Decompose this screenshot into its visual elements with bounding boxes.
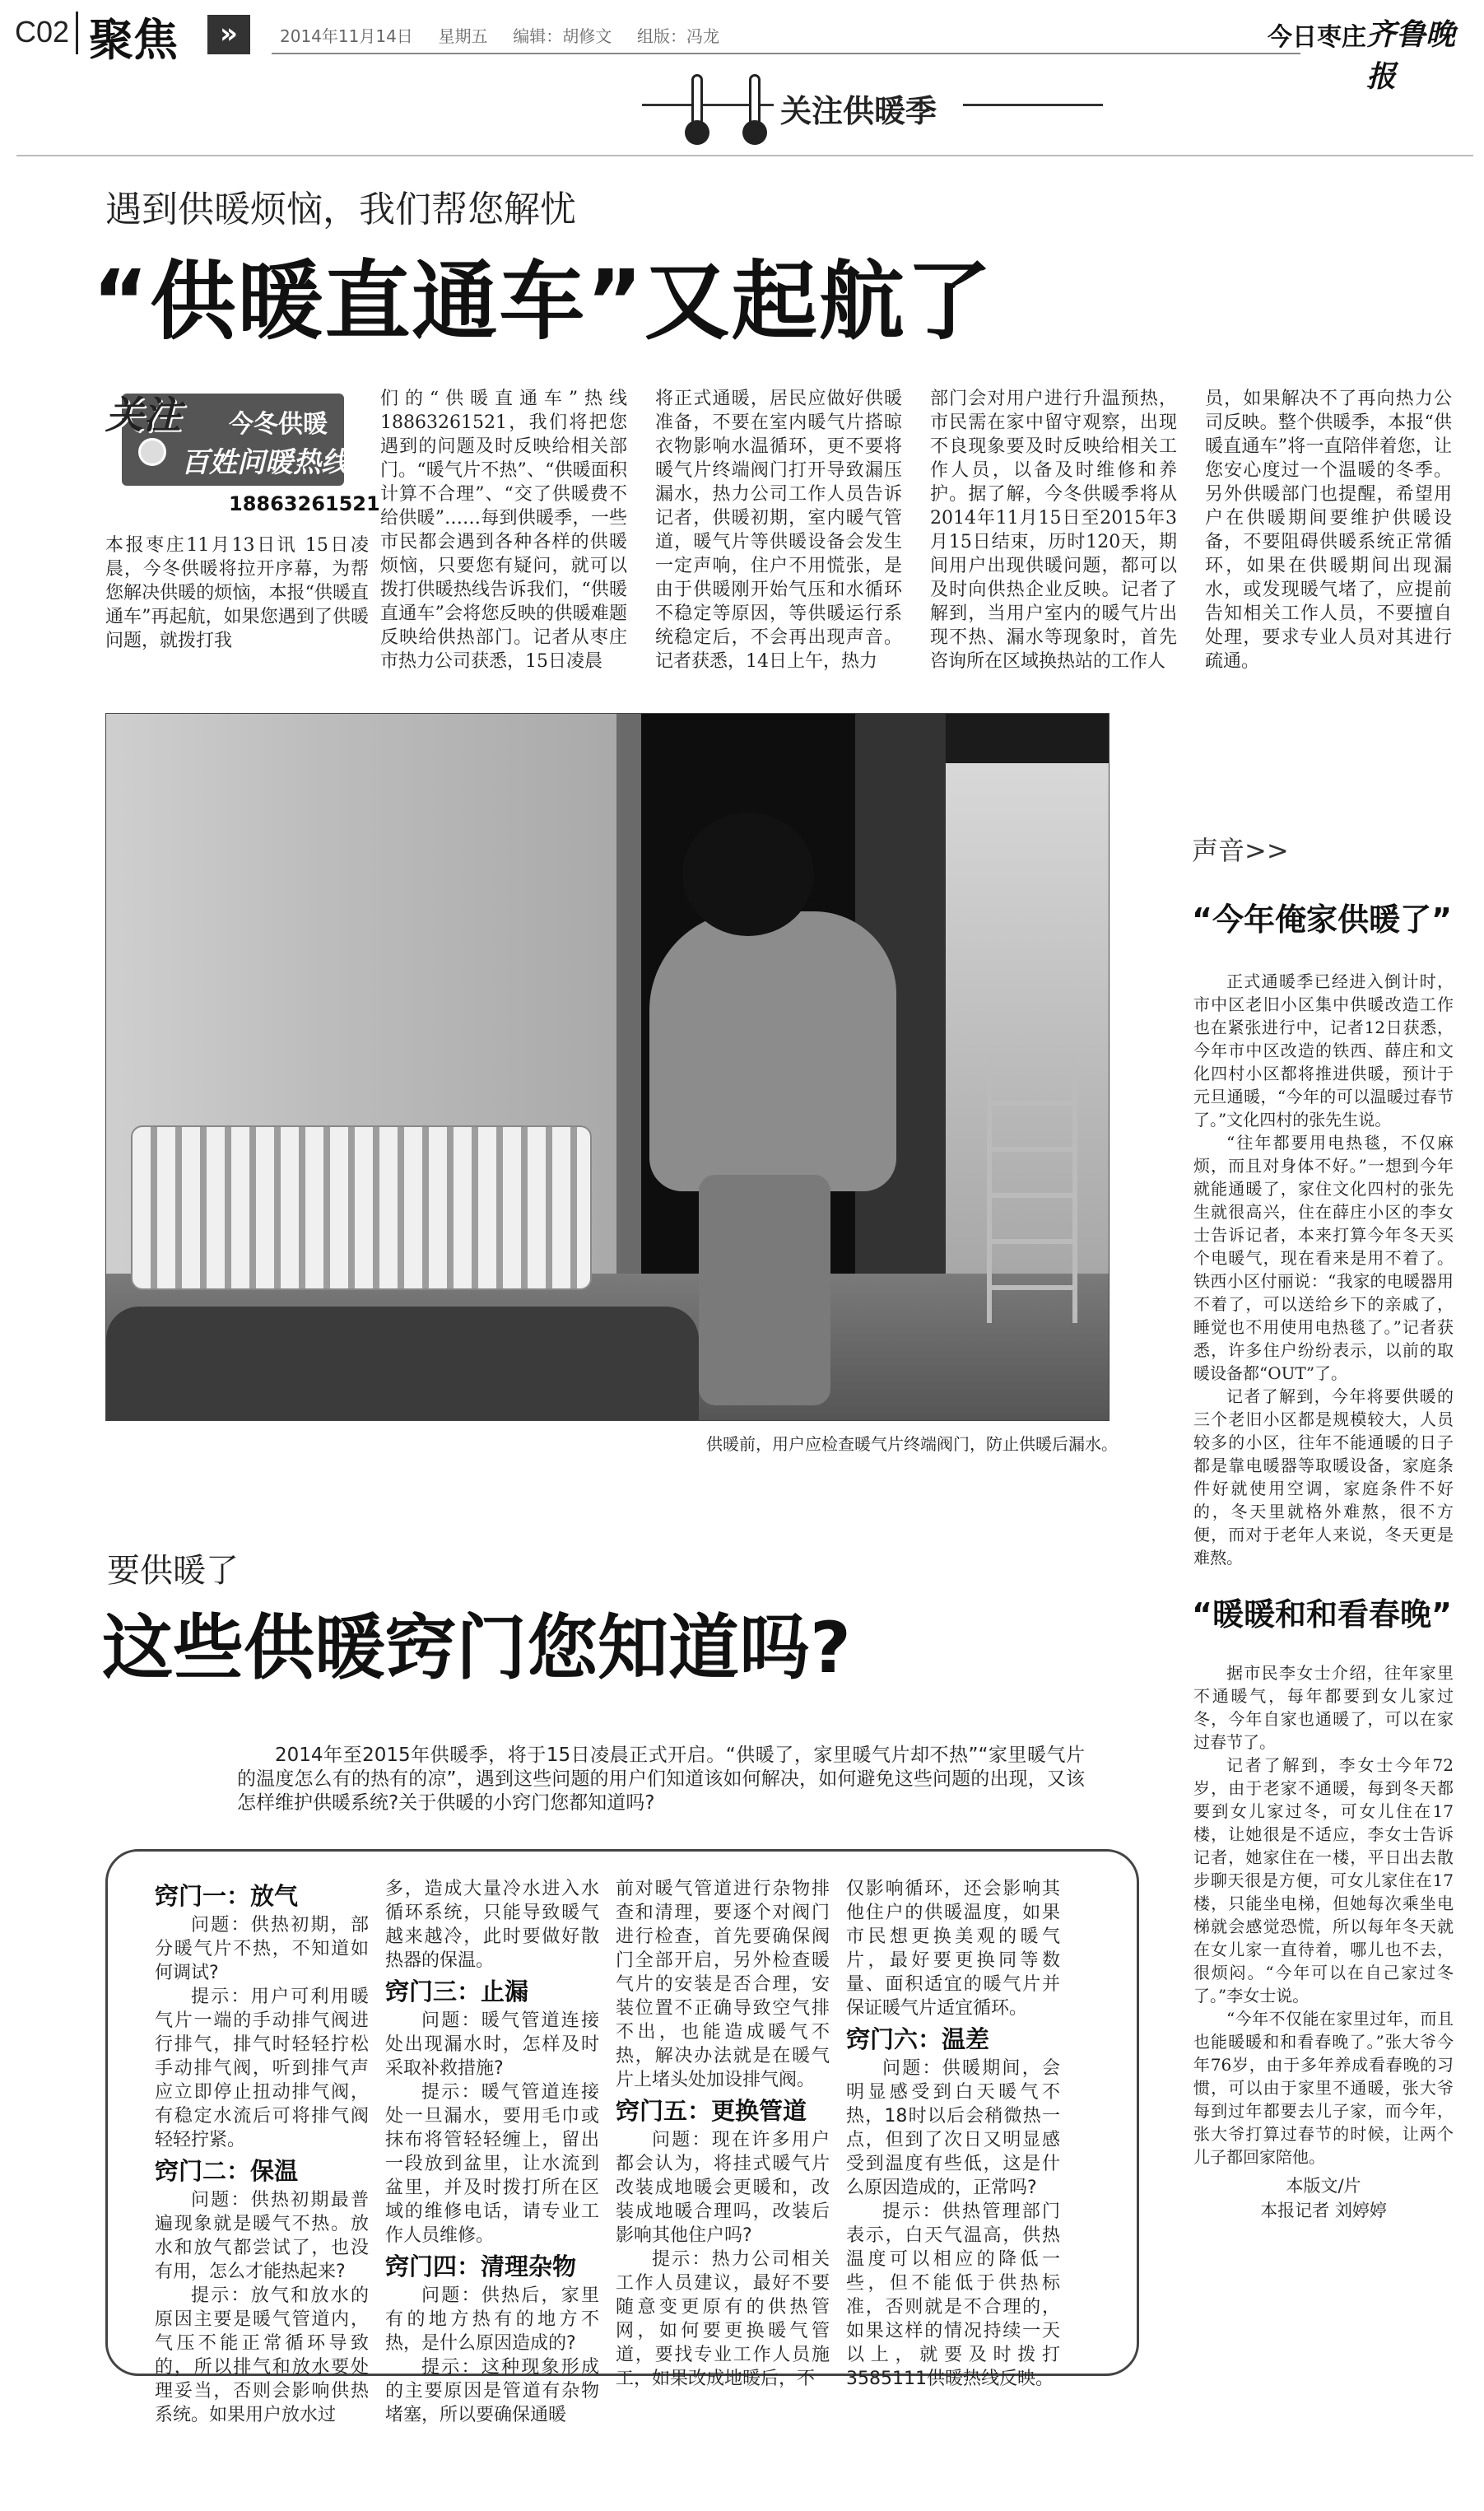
tip-question: 问题：供热初期最普遍现象就是暖气不热。放水和放气都尝试了，也没有用，怎么才能热起来? xyxy=(155,2190,369,2282)
header-rule xyxy=(272,53,1300,54)
tip-heading-3: 窍门三：止漏 xyxy=(385,1978,529,2006)
layout-credit: 组版：冯龙 xyxy=(636,26,719,46)
tip-continuation: 前对暖气管道进行杂物排查和清理，要逐个对阀门进行检查，首先要确保阀门全部开启，另外检查暖气片的安装是否合理，安装位置不正确导致空气排不出，也能造成暖气不热，解决办法就是在暖气片上堵头处加设排气阀。 xyxy=(616,1879,830,2090)
thermometer-bulb xyxy=(742,120,767,145)
hotline-box xyxy=(105,385,380,525)
tip-heading-1: 窍门一：放气 xyxy=(155,1882,299,1910)
editor-credit: 编辑：胡修文 xyxy=(513,26,612,46)
photo-sofa xyxy=(106,1307,699,1421)
article1-col5: 员，如果解决不了再向热力公司反映。整个供暖季，本报“供暖直通车”将一直陪伴着您，让您安心度过一个温暖的冬季。另外供暖部门也提醒，希望用户在供暖期间要维护供暖设备，不要阻碍供暖系统正常循环，如果在供暖期间出现漏水，或发现暖气堵了，应提前告知相关工作人员，不要擅自处理，要求专业人员对其进行疏通。 xyxy=(1205,389,1452,672)
masthead xyxy=(0,0,1484,94)
header-divider xyxy=(76,12,78,54)
tip-continuation: 多，造成大量冷水进入水循环系统，只能导致暖气越来越冷，此时要做好散热器的保温。 xyxy=(385,1879,599,1971)
article1-col3: 将正式通暖，居民应做好供暖准备，不要在室内暖气片搭晾衣物影响水温循环，更不要将暖气片终端阀门打开导致漏压漏水，热力公司工作人员告诉记者，供暖初期，室内暖气管道，暖气片等供暖设备会发生一定声响，住户不用慌张，是由于供暖刚开始气压和水循环不稳定等原因，等供暖运行系统稳定后，不会再出现声音。记者获悉，14日上午，热力 xyxy=(655,389,902,672)
sidebar-byline xyxy=(1193,2173,1454,2223)
newspaper-logo: 齐鲁晚报 xyxy=(1366,17,1456,94)
column-logo xyxy=(642,72,1103,147)
tip-answer: 提示：热力公司相关工作人员建议，最好不要随意变更原有的供热管网，如何要更换暖气管道，要找专业工作人员施工，如果改成地暖后，不 xyxy=(616,2249,830,2389)
page-code: C02 xyxy=(15,15,70,49)
sun-icon xyxy=(138,438,166,466)
tip-question: 问题：供暖期间，会明显感受到白天暖气不热，18时以后会稍微热一点，但到了次日又明显感受到温度有些低，这是什么原因造成的，正常吗? xyxy=(846,2058,1060,2198)
tip-answer: 提示：暖气管道连接处一旦漏水，要用毛巾或抹布将管轻轻缠上，留出一段放到盆里，让水流到盆里，并及时拨打所在区域的维修电话，请专业工作人员维修。 xyxy=(385,2082,599,2246)
sidebar-paragraph: 据市民李女士介绍，往年家里不通暖气，每年都要到女儿家过冬，今年自家也通暖了，可以在家过春节了。 xyxy=(1193,1663,1454,1752)
tip-answer: 提示：这种现象形成的主要原因是管道有杂物堵塞，所以要确保通暖 xyxy=(385,2357,599,2425)
tips-col4 xyxy=(846,1877,1060,2391)
sidebar-body-2 xyxy=(1193,1661,1454,2169)
tip-continuation: 仅影响循环，还会影响其他住户的供暖温度，如果市民想更换美观的暖气片，最好要更换同等数量、面积适宜的暖气片并保证暖气片适宜循环。 xyxy=(846,1879,1060,2019)
radiator xyxy=(131,1125,592,1290)
tip-heading-2: 窍门二：保温 xyxy=(155,2157,299,2185)
hotline-label-focus: 关注 xyxy=(105,393,181,437)
tip-question: 问题：供热后，家里有的地方热有的地方不热，是什么原因造成的? xyxy=(385,2285,599,2354)
article1-subtitle: 遇到供暖烦恼，我们帮您解忧 xyxy=(105,189,576,231)
sidebar-paragraph: 正式通暖季已经进入倒计时，市中区老旧小区集中供暖改造工作也在紧张进行中，记者12日获悉，今年市中区改造的铁西、薛庄和文化四村小区都将推进供暖，预计于元旦通暖，“今年的可以温暖过春节了。”文化四村的张先生说。 xyxy=(1193,971,1454,1130)
article1-col2: 们的“供暖直通车”热线18863261521，我们将把您遇到的问题及时反映给相关部门。“暖气片不热”、“供暖面积计算不合理”、“交了供暖费不给供暖”……每到供暖季，一些市民都会遇到各种各样的供暖烦恼，只要您有疑问，就可以拨打供暖热线告诉我们，“供暖直通车”会将您反映的供暖难题反映给供热部门。记者从枣庄市热力公司获悉，15日凌晨 xyxy=(380,389,627,672)
sidebar-label: 声音>> xyxy=(1192,835,1289,866)
article2-intro: 2014年至2015年供暖季，将于15日凌晨正式开启。“供暖了，家里暖气片却不热”“家里暖气片的温度怎么有的热有的凉”，遇到这些问题的用户们知道该如何解决，如何避免这些问题的出现，又该怎样维护供暖系统?关于供暖的小窍门您都知道吗? xyxy=(237,1745,1085,1814)
byline-text: 本版文/片 xyxy=(1286,2176,1361,2196)
article1-title: “供暖直通车”又起航了 xyxy=(92,251,993,352)
photo-person-body xyxy=(649,911,896,1191)
sidebar-paragraph: 记者了解到，李女士今年72岁，由于老家不通暖，每到冬天都要到女儿家过冬，可女儿住在17楼，让她很是不适应，李女士告诉记者，她家住在一楼，平日出去散步聊天很是方便，可女儿家住在17楼，只能坐电梯，但她每次乘坐电梯就会感觉恐慌，所以每年冬天就在女儿家一直待着，哪儿也不去，很烦闷。“今年可以在自己家过冬了。”李女士说。 xyxy=(1193,1755,1454,2006)
section-title: 聚焦 xyxy=(89,14,178,66)
tip-answer: 提示：放气和放水的原因主要是暖气管道内，气压不能正常循环导致的，所以排气和放水要处理妥当，否则会影响供热系统。如果用户放水过 xyxy=(155,2285,369,2425)
article1-col1: 本报枣庄11月13日讯 15日凌晨，今冬供暖将拉开序幕，为帮您解决供暖的烦恼，本报“供暖直通车”再起航，如果您遇到了供暖问题，就拨打我 xyxy=(105,535,369,651)
tip-heading-4: 窍门四：清理杂物 xyxy=(385,2252,577,2280)
double-chevron-icon: » xyxy=(207,15,250,54)
tip-question: 问题：现在许多用户都会认为，将挂式暖气片改装成地暖会更暖和，改装成地暖合理吗，改装后影响其他住户吗? xyxy=(616,2130,830,2246)
news-photo xyxy=(105,713,1110,1421)
sidebar-title-1: “今年俺家供暖了” xyxy=(1192,901,1452,938)
sidebar-title-2: “暖暖和和看春晚” xyxy=(1192,1596,1452,1633)
photo-person-head xyxy=(682,813,814,936)
tips-col3 xyxy=(616,1877,830,2391)
issue-weekday: 星期五 xyxy=(438,26,488,46)
hotline-label-winter: 今冬供暖 xyxy=(229,410,328,439)
photo-caption: 供暖前，用户应检查暖气片终端阀门，防止供暖后漏水。 xyxy=(706,1434,1118,1454)
header-meta xyxy=(280,23,719,47)
article2-title: 这些供暖窍门您知道吗? xyxy=(102,1607,851,1689)
hotline-label-title: 百姓问暖热线 xyxy=(181,446,349,479)
tip-heading-5: 窍门五：更换管道 xyxy=(616,2097,807,2125)
article1-col4: 部门会对用户进行升温预热，市民需在家中留守观察，出现不良现象要及时反映给相关工作人员，以备及时维修和养护。据了解，今冬供暖季将从2014年11月15日至2015年3月15日结束，历时120天，期间用户出现供暖问题，都可以及时向供热企业反映。记者了解到，当用户室内的暖气片出现不热、漏水等现象时，首先咨询所在区域换热站的工作人 xyxy=(930,389,1177,672)
photo-person-legs xyxy=(699,1175,830,1405)
thermometer-bulb xyxy=(685,120,709,145)
sidebar-paragraph: 记者了解到，今年将要供暖的三个老旧小区都是规模较大，人员较多的小区，往年不能通暖的日子都是靠电暖器等取暖设备，家庭条件好就使用空调，家庭条件不好的，冬天里就格外难熬，很不方便，而对于老年人来说，冬天更是难熬。 xyxy=(1193,1386,1454,1568)
tip-question: 问题：暖气管道连接处出现漏水时，怎样及时采取补救措施? xyxy=(385,2010,599,2079)
byline-reporter: 本报记者 刘婷婷 xyxy=(1260,2201,1387,2220)
issue-date: 2014年11月14日 xyxy=(280,26,413,46)
tips-col2 xyxy=(385,1877,599,2427)
sidebar-paragraph: “今年不仅能在家里过年，而且也能暖暖和和看春晚了。”张大爷今年76岁，由于多年养成看春晚的习惯，可以由于家里不通暖，张大爷每到过年都要去儿子家，而今年，张大爷打算过春节的时候，让两个儿子都回家陪他。 xyxy=(1193,2009,1454,2167)
tip-answer: 提示：供热管理部门表示，白天气温高，供热温度可以相应的降低一些，但不能低于供热标准，否则就是不合理的，如果这样的情况持续一天以上，就要及时拨打3585111供暖热线反映。 xyxy=(846,2201,1060,2389)
tip-heading-6: 窍门六：温差 xyxy=(846,2025,990,2053)
hotline-phone: 18863261521 xyxy=(229,492,380,515)
sidebar-body-1 xyxy=(1193,970,1454,1569)
photo-ladder xyxy=(987,1060,1077,1323)
brand-city: 今日枣庄 xyxy=(1268,23,1366,52)
sidebar-paragraph: “往年都要用电热毯，不仅麻烦，而且对身体不好。”一想到今年就能通暖了，家住文化四村的张先生就很高兴，住在薛庄小区的李女士告诉记者，本来打算今年冬天买个电暖气，现在看来是用不着了。铁西小区付丽说：“我家的电暖器用不着了，可以送给乡下的亲戚了，睡觉也不用使用电热毯了。”记者获悉，许多住户纷纷表示，以前的取暖设备都“OUT”了。 xyxy=(1193,1133,1454,1383)
top-rule xyxy=(16,155,1473,156)
tip-answer: 提示：用户可利用暖气片一端的手动排气阀进行排气，排气时轻轻拧松手动排气阀，听到排气声应立即停止扭动排气阀，有稳定水流后可将排气阀轻轻拧紧。 xyxy=(155,1987,369,2150)
tips-col1 xyxy=(155,1877,369,2427)
column-logo-text: 关注供暖季 xyxy=(780,93,937,129)
article2-kicker: 要供暖了 xyxy=(107,1552,239,1590)
tip-question: 问题：供热初期，部分暖气片不热，不知道如何调试? xyxy=(155,1915,369,1983)
